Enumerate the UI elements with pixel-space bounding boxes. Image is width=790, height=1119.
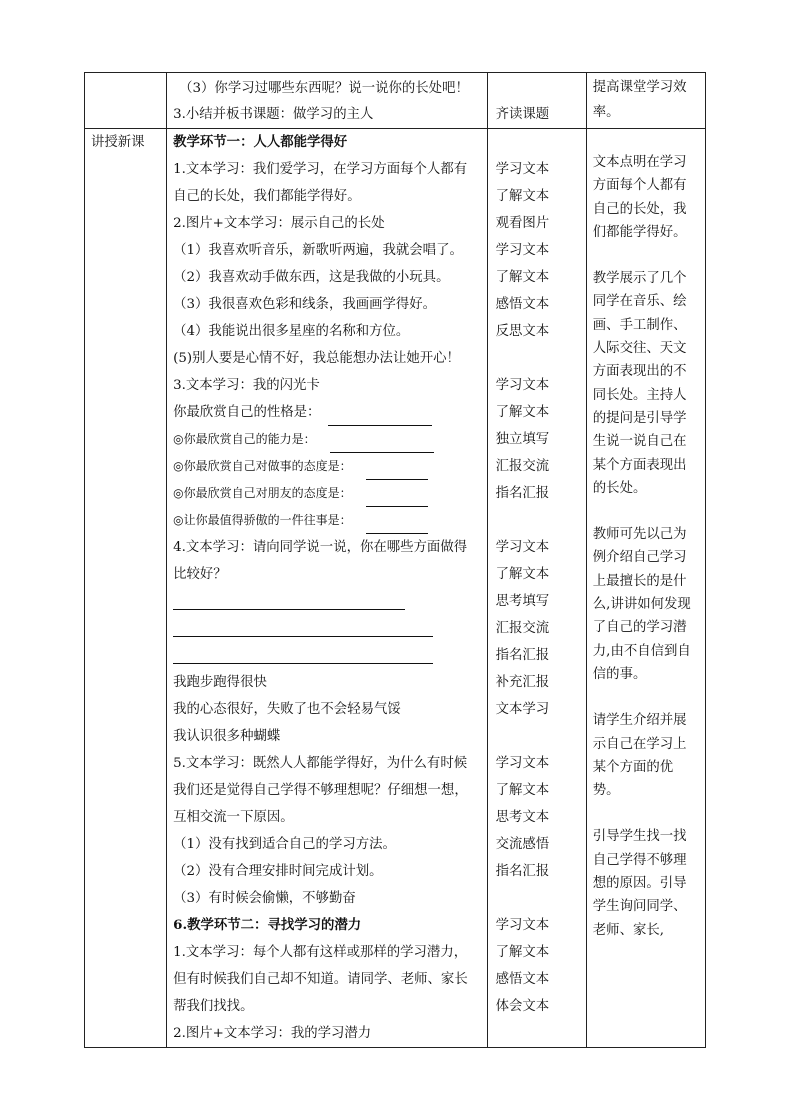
note-line: 请学生介绍并展 (592, 713, 687, 729)
content-line: 5.文本学习：既然人人都能学得好，为什么有时候 (173, 756, 468, 771)
note-line: 自己学得不够理 (592, 852, 687, 868)
answer-blank-line (173, 588, 481, 615)
section-label-cell-empty (85, 73, 167, 129)
activity-item: 齐读课题 (495, 107, 550, 122)
activity-item: 学习文本 (495, 918, 550, 933)
note-line: 了自己的学习潜 (592, 620, 687, 636)
note-line: 们都能学得好。 (592, 224, 687, 240)
content-line: 我跑步跑得很快 (173, 675, 267, 690)
content-line: 2.图片+文本学习：展示自己的长处 (173, 216, 385, 231)
content-line: 比较好？ (173, 567, 227, 582)
note-line: 某个方面的优势。 (592, 759, 674, 799)
note-line: 想的原因。引导 (592, 876, 687, 892)
activity-item: 学习文本 (495, 378, 550, 393)
note-cell-intro (586, 73, 705, 129)
fill-blank (328, 411, 432, 426)
note-line: 文本点明在学习 (592, 155, 687, 170)
activity-item: 学习文本 (495, 243, 550, 258)
section-label: 讲授新课 (91, 135, 145, 150)
activity-item: 感悟文本 (495, 297, 550, 312)
content-line: （1）没有找到适合自己的学习方法。 (173, 837, 396, 852)
activity-item: 指名汇报 (495, 864, 550, 879)
note-line: 的提问是引导学 (592, 410, 687, 426)
content-line: 2.图片+文本学习：我的学习潜力 (173, 1026, 372, 1041)
note-line: 力,由不自信到自 (592, 643, 691, 659)
note-line: 生说一说自己在 (592, 434, 687, 450)
flash-card-line (173, 426, 481, 453)
note-line: 么,讲讲如何发现 (592, 597, 691, 613)
content-text: 你最欣赏自己的性格是： (173, 405, 321, 420)
note-cell-main (586, 129, 705, 1048)
activity-item: 了解文本 (495, 405, 550, 420)
content-line: 但有时候我们自己却不知道。请同学、老师、家长 (173, 972, 468, 987)
activity-item: 汇报交流 (495, 459, 550, 474)
note-line: 的长处。 (592, 480, 647, 496)
activity-item: 反思文本 (495, 324, 550, 339)
lesson-plan-table (84, 72, 706, 1048)
activity-item: 思考文本 (495, 810, 550, 825)
flash-card-line (173, 453, 481, 480)
activity-item: 了解文本 (495, 270, 550, 285)
content-line: 1.文本学习：我们爱学习，在学习方面每个人都有 (173, 162, 468, 177)
activity-item: 指名汇报 (495, 648, 550, 663)
activity-item: 交流感悟 (495, 837, 550, 852)
content-line: 自己的长处，我们都能学得好。 (173, 189, 361, 204)
note-line: 提高课堂学习效 (592, 80, 687, 95)
fill-blank (366, 492, 428, 507)
note-line: 教师可先以己为 (592, 527, 687, 543)
note-line: 某个方面表现出 (592, 457, 687, 473)
activity-cell-intro (487, 73, 586, 129)
content-line: 我的心态很好，失败了也不会轻易气馁 (173, 702, 401, 717)
content-line: 帮我们找找。 (173, 999, 254, 1014)
fill-blank (330, 438, 434, 453)
content-line: 我认识很多种蝴蝶 (173, 729, 281, 744)
flash-card-line (173, 399, 481, 426)
note-line: 学生询问同学、 (592, 899, 687, 915)
section-label-cell (85, 129, 167, 1048)
content-line: 1.文本学习：每个人都有这样或那样的学习潜力， (173, 945, 468, 960)
note-line: 同长处。主持人 (592, 387, 687, 403)
activity-item: 学习文本 (495, 162, 550, 177)
answer-blank-line (173, 615, 481, 642)
content-line: 3.小结并板书课题：做学习的主人 (173, 107, 374, 122)
content-cell-intro (167, 73, 488, 129)
activity-cell-main (487, 129, 586, 1048)
content-text: ◎让你最值得骄傲的一件往事是： (173, 513, 352, 527)
activity-item: 独立填写 (495, 432, 550, 447)
table-row-intro-end (85, 73, 706, 129)
note-line: 方面每个人都有 (592, 178, 687, 194)
note-line: 方面表现出的不 (592, 364, 687, 380)
activity-item: 文本学习 (495, 702, 550, 717)
activity-item: 指名汇报 (495, 486, 550, 501)
activity-item: 学习文本 (495, 756, 550, 771)
table-row-new-lesson (85, 129, 706, 1048)
content-line: （3）你学习过哪些东西呢？说一说你的长处吧！ (179, 81, 469, 96)
content-line: （4）我能说出很多星座的名称和方位。 (173, 324, 410, 339)
content-text: ◎你最欣赏自己对朋友的态度是： (173, 486, 352, 500)
content-text: ◎你最欣赏自己对做事的态度是： (173, 459, 352, 473)
note-line: 例介绍自己学习 (592, 550, 687, 566)
note-line: 示自己在学习上 (592, 736, 687, 752)
activity-item: 观看图片 (495, 216, 550, 231)
note-line: 同学在音乐、绘 (592, 294, 687, 310)
content-line: 6.教学环节二：寻找学习的潜力 (173, 917, 362, 933)
content-line: （3）有时候会偷懒，不够勤奋 (173, 891, 356, 906)
content-line: 3.文本学习：我的闪光卡 (173, 378, 320, 393)
activity-item: 汇报交流 (495, 621, 550, 636)
answer-blank-line (173, 642, 481, 669)
note-line: 信的事。 (592, 666, 647, 682)
note-line: 上最擅长的是什 (592, 573, 687, 589)
fill-blank (366, 465, 428, 480)
content-line: （1）我喜欢听音乐，新歌听两遍，我就会唱了。 (173, 243, 463, 258)
activity-item: 补充汇报 (495, 675, 550, 690)
activity-item: 学习文本 (495, 540, 550, 555)
content-cell-main (167, 129, 488, 1048)
activity-item: 了解文本 (495, 567, 550, 582)
content-line: 4.文本学习：请向同学说一说，你在哪些方面做得 (173, 540, 468, 555)
content-line: (5)别人要是心情不好，我总能想办法让她开心！ (173, 351, 460, 366)
content-line: （2）我喜欢动手做东西，这是我做的小玩具。 (173, 270, 450, 285)
note-line: 引导学生找一找 (592, 829, 687, 845)
content-line: 我们还是觉得自己学得不够理想呢？仔细想一想， (173, 783, 468, 798)
activity-item: 体会文本 (495, 999, 550, 1014)
content-line: 教学环节一：人人都能学得好 (173, 134, 348, 150)
content-text: ◎你最欣赏自己的能力是： (173, 432, 316, 446)
note-line: 教学展示了几个 (592, 271, 687, 287)
flash-card-line (173, 507, 481, 534)
activity-item: 思考填写 (495, 594, 550, 609)
note-line: 老师、家长, (592, 922, 665, 938)
note-line: 自己的长处，我 (592, 201, 687, 217)
content-line: （3）我很喜欢色彩和线条，我画画学得好。 (173, 297, 437, 312)
note-line: 画、手工制作、 (592, 317, 687, 333)
note-line: 率。 (592, 105, 620, 120)
flash-card-line (173, 480, 481, 507)
content-line: （2）没有合理安排时间完成计划。 (173, 864, 383, 879)
activity-item: 了解文本 (495, 189, 550, 204)
activity-item: 感悟文本 (495, 972, 550, 987)
note-line: 人际交往、天文 (592, 341, 687, 357)
activity-item: 了解文本 (495, 945, 550, 960)
fill-blank (366, 519, 428, 534)
content-line: 互相交流一下原因。 (173, 810, 294, 825)
activity-item: 了解文本 (495, 783, 550, 798)
